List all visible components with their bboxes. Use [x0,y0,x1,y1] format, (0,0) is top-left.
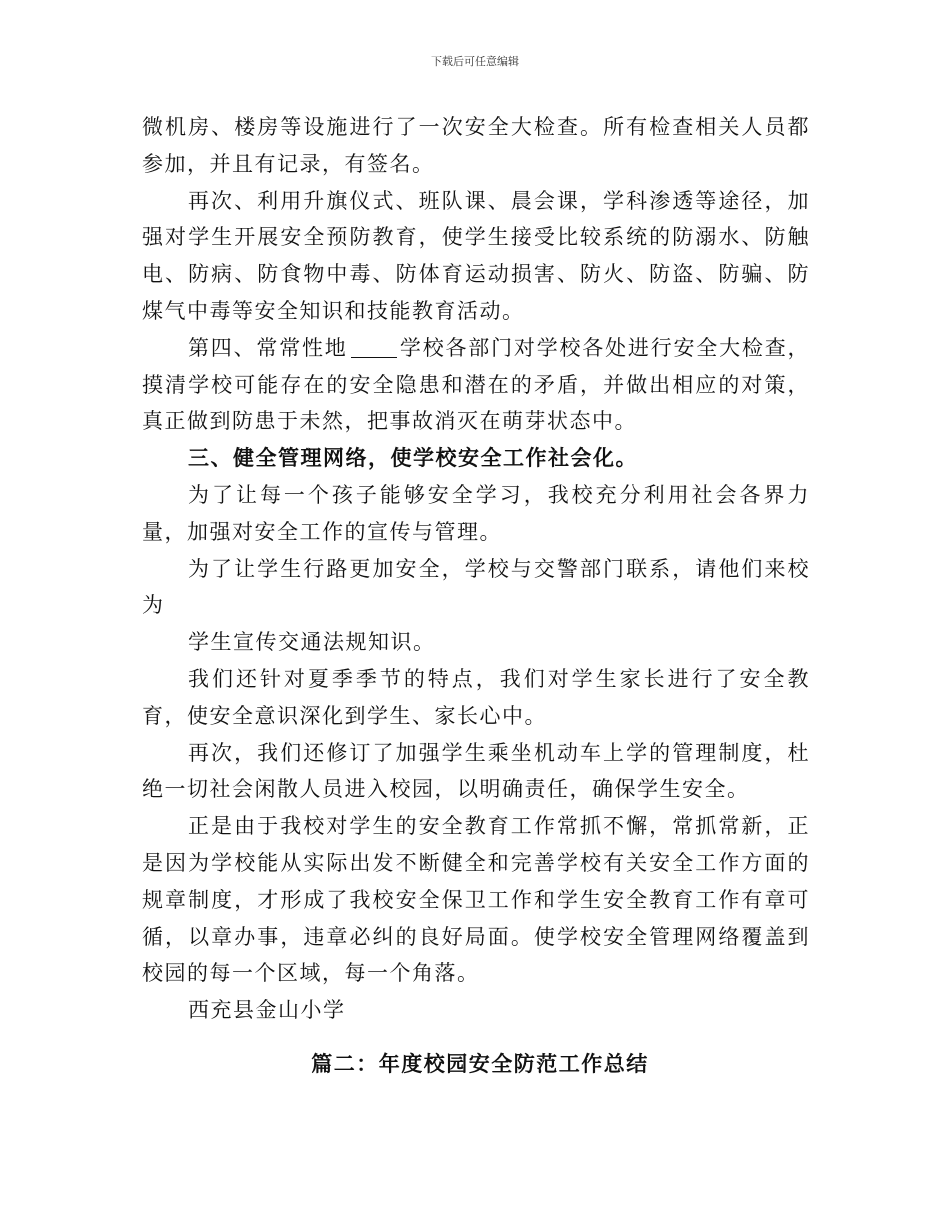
document-body [142,109,810,1078]
paragraph-conclusion: 正是由于我校对学生的安全教育工作常抓不懈，常抓常新，正是因为学校能从实际出发不断健全和完善学校有关安全工作方面的规章制度，才形成了我校安全保卫工作和学生安全教育工作有章可循，以章办事，违章必纠的良好局面。使学校安全管理网络覆盖到校园的每一个区域，每一个角落。 [142,814,810,986]
section-heading-three: 三、健全管理网络，使学校安全工作社会化。 [188,445,638,471]
paragraph-traffic-a: 为了让学生行路更加安全，学校与交警部门联系，请他们来校为 [142,556,810,618]
signature-school: 西充县金山小学 [188,998,346,1023]
section-title-part-two: 篇二：年度校园安全防范工作总结 [311,1050,649,1076]
paragraph-society: 为了让每一个孩子能够安全学习，我校充分利用社会各界力量，加强对安全工作的宣传与管理。 [142,482,810,544]
paragraph-fourth-rest: 学校各部门对学校各处进行安全大检查，摸清学校可能存在的安全隐患和潜在的矛盾，并做出相应的对策，真正做到防患于未然，把事故消灭在萌芽状态中。 [142,335,811,434]
page-header-note: 下载后可任意编辑 [431,55,519,68]
paragraph-inspection: 微机房、楼房等设施进行了一次安全大检查。所有检查相关人员都参加，并且有记录，有签名。 [142,115,810,176]
paragraph-rules: 再次，我们还修订了加强学生乘坐机动车上学的管理制度，杜绝一切社会闲散人员进入校园，以明确责任，确保学生安全。 [142,740,810,802]
paragraph-fourth-start: 第四、常常性地 [188,335,348,360]
fill-blank [351,336,397,358]
paragraph-fourth [142,330,810,440]
paragraph-traffic-b: 学生宣传交通法规知识。 [188,630,436,655]
paragraph-education: 再次、利用升旗仪式、班队课、晨会课，学科渗透等途径，加强对学生开展安全预防教育，使学生接受比较系统的防溺水、防触电、防病、防食物中毒、防体育运动损害、防火、防盗、防骗、防煤气中毒等安全知识和技能教育活动。 [142,188,810,323]
paragraph-parents: 我们还针对夏季季节的特点，我们对学生家长进行了安全教育，使安全意识深化到学生、家长心中。 [142,666,810,728]
